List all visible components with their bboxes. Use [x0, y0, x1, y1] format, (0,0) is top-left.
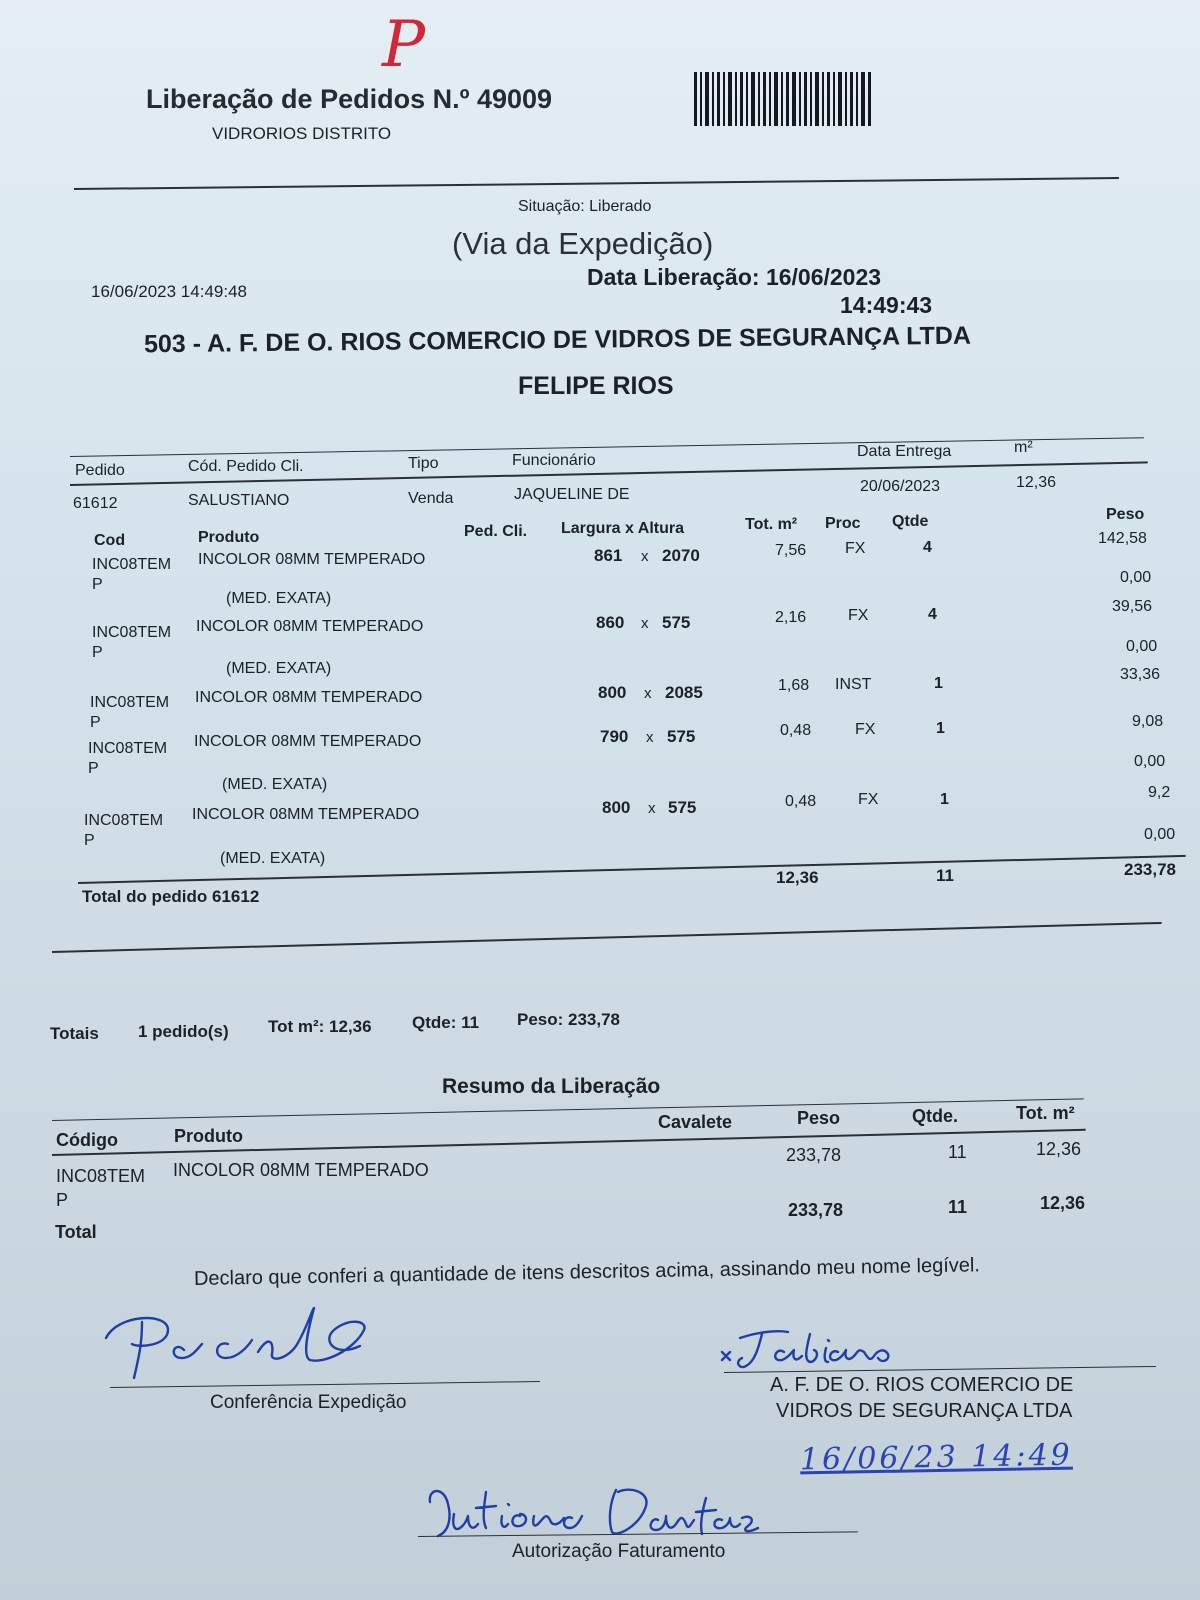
item-largura: 800 [602, 798, 631, 817]
order-total-qtde: 11 [936, 866, 954, 885]
item-cod: INC08TEM [92, 624, 172, 641]
resumo-row-cod-suffix: P [56, 1190, 69, 1210]
label-pedido: Pedido [75, 462, 125, 479]
resumo-total-label: Total [55, 1222, 97, 1242]
client-name: 503 - A. F. DE O. RIOS COMERCIO DE VIDROS DE SEGURANÇA LTDA [143, 321, 972, 359]
item-tot-m2: 0,48 [785, 793, 817, 810]
signature-cliente [718, 1322, 908, 1372]
value-cod-pedido-cli: SALUSTIANO [188, 492, 290, 509]
item-peso-extra: 0,00 [1126, 638, 1158, 655]
item-altura: 2070 [662, 546, 700, 565]
value-data-entrega: 20/06/2023 [860, 478, 941, 495]
item-cod-suffix: P [84, 832, 95, 849]
col-tot-m2: Tot. m² [745, 516, 798, 533]
item-proc: INST [835, 676, 872, 693]
col-qtde: Qtde [892, 513, 929, 530]
item-tot-m2: 1,68 [778, 677, 810, 694]
document-title: Liberação de Pedidos N.º 49009 [146, 84, 553, 114]
printed-timestamp: 16/06/2023 14:49:48 [91, 282, 247, 301]
resumo-col-cavalete: Cavalete [658, 1112, 733, 1132]
item-largura: 800 [598, 683, 627, 702]
item-cod-suffix: P [90, 714, 101, 731]
item-cod: INC08TEM [88, 740, 168, 757]
item-largura: 790 [600, 727, 629, 746]
item-tot-m2: 7,56 [775, 542, 807, 559]
totais-label: Totais [50, 1024, 99, 1043]
client-signature-line1: A. F. DE O. RIOS COMERCIO DE [770, 1374, 1074, 1396]
resumo-col-peso: Peso [797, 1108, 841, 1128]
col-peso: Peso [1106, 506, 1145, 523]
item-produto: INCOLOR 08MM TEMPERADO [194, 733, 422, 750]
item-altura: 575 [667, 727, 696, 746]
resumo-col-codigo: Código [56, 1130, 118, 1150]
resumo-row-produto: INCOLOR 08MM TEMPERADO [173, 1160, 429, 1180]
value-m2: 12,36 [1016, 474, 1057, 491]
item-qtde: 1 [934, 675, 943, 692]
item-altura: 575 [668, 798, 697, 817]
label-m2: m² [1014, 439, 1033, 456]
totais-pedidos: 1 pedido(s) [138, 1022, 229, 1041]
item-note: (MED. EXATA) [222, 776, 328, 793]
resumo-col-produto: Produto [174, 1126, 243, 1146]
item-produto: INCOLOR 08MM TEMPERADO [192, 806, 420, 823]
item-cod: INC08TEM [92, 556, 172, 573]
item-peso: 9,08 [1132, 713, 1164, 730]
item-qtde: 1 [940, 791, 949, 808]
item-largura: 860 [596, 613, 625, 632]
item-produto: INCOLOR 08MM TEMPERADO [195, 689, 423, 706]
item-note: (MED. EXATA) [220, 850, 326, 867]
conferencia-label: Conferência Expedição [210, 1392, 407, 1413]
via-expedicao: (Via da Expedição) [452, 226, 714, 261]
item-peso: 142,58 [1098, 530, 1147, 547]
label-tipo: Tipo [408, 455, 439, 472]
item-peso: 9,2 [1148, 784, 1171, 801]
resumo-row-qtde: 11 [948, 1142, 967, 1162]
value-funcionario: JAQUELINE DE [514, 486, 630, 503]
resumo-total-peso: 233,78 [788, 1200, 844, 1220]
col-proc: Proc [825, 515, 861, 532]
item-x: x [641, 548, 649, 565]
resumo-row-cod: INC08TEM [56, 1166, 146, 1186]
resumo-col-tot-m2: Tot. m² [1016, 1103, 1075, 1123]
data-liberacao: Data Liberação: 16/06/2023 [587, 264, 882, 290]
item-proc: FX [855, 721, 876, 738]
resumo-col-qtde: Qtde. [912, 1106, 959, 1126]
order-total-line [52, 922, 1162, 953]
item-qtde: 1 [936, 720, 945, 737]
item-tot-m2: 2,16 [775, 609, 807, 626]
totais-m2: Tot m²: 12,36 [268, 1017, 372, 1036]
value-tipo: Venda [408, 490, 454, 507]
header-divider [74, 177, 1119, 190]
item-produto: INCOLOR 08MM TEMPERADO [196, 618, 424, 635]
item-cod-suffix: P [92, 576, 103, 593]
item-altura: 2085 [665, 683, 703, 702]
item-cod-suffix: P [88, 760, 99, 777]
item-peso: 33,36 [1120, 666, 1161, 683]
item-x: x [641, 615, 649, 632]
data-liberacao-time: 14:49:43 [840, 292, 933, 318]
item-altura: 575 [662, 613, 691, 632]
item-peso-extra: 0,00 [1134, 753, 1166, 770]
barcode [694, 72, 874, 126]
signature-conferencia [98, 1300, 398, 1390]
red-handwritten-mark: P [382, 8, 426, 82]
client-contact: FELIPE RIOS [518, 372, 674, 400]
item-qtde: 4 [928, 606, 937, 623]
item-cod: INC08TEM [84, 812, 164, 829]
order-head-top-line [70, 437, 1144, 457]
col-produto: Produto [198, 529, 260, 546]
handwritten-date: 16/06/23 14:49 [799, 1437, 1074, 1478]
item-peso-extra: 0,00 [1120, 569, 1152, 586]
order-total-peso: 233,78 [1124, 860, 1176, 879]
resumo-total-tot-m2: 12,36 [1040, 1193, 1086, 1213]
situacao: Situação: Liberado [518, 198, 652, 215]
item-note: (MED. EXATA) [226, 590, 332, 607]
item-proc: FX [858, 791, 879, 808]
item-tot-m2: 0,48 [780, 722, 812, 739]
resumo-row-peso: 233,78 [786, 1145, 842, 1165]
label-data-entrega: Data Entrega [857, 443, 952, 460]
totais-peso: Peso: 233,78 [517, 1010, 621, 1029]
item-x: x [648, 800, 656, 817]
item-peso-extra: 0,00 [1144, 826, 1176, 843]
order-total-m2: 12,36 [776, 868, 819, 887]
item-note: (MED. EXATA) [226, 660, 332, 677]
col-largura-altura: Largura x Altura [561, 520, 684, 537]
resumo-total-qtde: 11 [948, 1197, 968, 1217]
item-proc: FX [845, 540, 866, 557]
item-proc: FX [848, 607, 869, 624]
autorizacao-label: Autorização Faturamento [512, 1541, 726, 1562]
declaration-text: Declaro que conferi a quantidade de itens descritos acima, assinando meu nome legível. [193, 1254, 981, 1290]
value-pedido: 61612 [73, 495, 118, 512]
col-ped-cli: Ped. Cli. [464, 523, 528, 540]
company-name: VIDRORIOS DISTRITO [212, 124, 392, 143]
item-cod-suffix: P [92, 644, 103, 661]
item-peso: 39,56 [1112, 598, 1153, 615]
item-produto: INCOLOR 08MM TEMPERADO [198, 551, 426, 568]
item-largura: 861 [594, 546, 623, 565]
item-x: x [644, 685, 652, 702]
col-cod: Cod [94, 532, 126, 549]
client-signature-line2: VIDROS DE SEGURANÇA LTDA [776, 1400, 1073, 1422]
item-cod: INC08TEM [90, 694, 170, 711]
totais-qtde: Qtde: 11 [412, 1013, 480, 1032]
resumo-row-tot-m2: 12,36 [1036, 1139, 1082, 1159]
label-funcionario: Funcionário [512, 452, 596, 469]
order-total-label: Total do pedido 61612 [82, 887, 260, 906]
label-cod-pedido-cli: Cód. Pedido Cli. [188, 458, 304, 475]
item-qtde: 4 [923, 539, 932, 556]
resumo-title: Resumo da Liberação [442, 1075, 661, 1098]
item-x: x [646, 729, 654, 746]
